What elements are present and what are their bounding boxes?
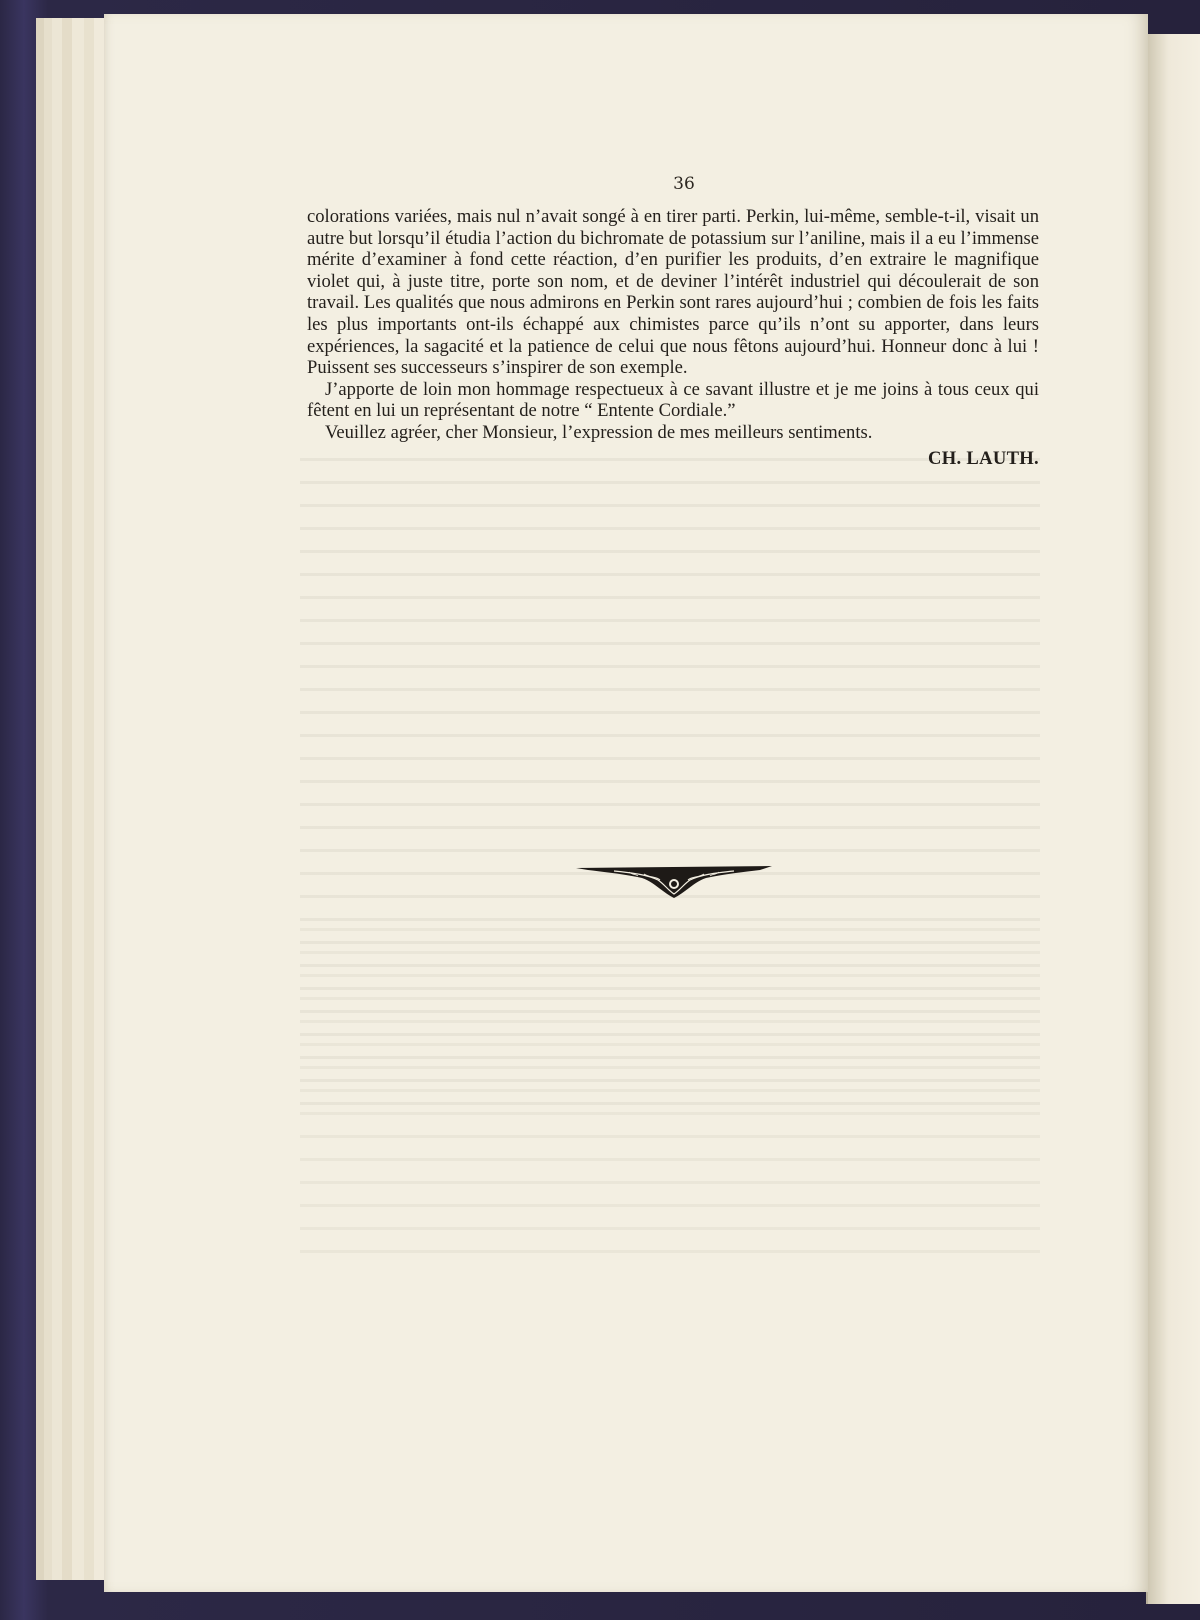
facing-page-edge xyxy=(1146,34,1200,1604)
signature: CH. LAUTH. xyxy=(928,447,1039,469)
book-page xyxy=(104,14,1148,1592)
show-through-texture xyxy=(300,914,1040,1254)
letter-body xyxy=(307,206,1039,469)
paragraph: colorations variées, mais nul n’avait songé à en tirer parti. Perkin, lui-même, semble-t-il, visait un autre but lorsqu’il étudia l’action du bichromate de potassium sur l’aniline, mais il a eu l’immense mérite d’examiner à fond cette réaction, d’en purifier les produits, d’en extraire le magnifique violet qui, à juste titre, porte son nom, et de deviner l’intérêt industriel qui découlerait de son travail. Les qualités que nous admirons en Perkin sont rares aujourd’hui ; combien de fois les faits les plus importants ont-ils échappé aux chimistes parce qu’ils n’ont su apporter, dans leurs expériences, la sagacité et la patience de celui que nous fêtons aujourd’hui. Honneur donc à lui ! Puissent ses successeurs s’inspirer de son exemple. xyxy=(307,206,1039,379)
paragraph: Veuillez agréer, cher Monsieur, l’expression de mes meilleurs sentiments. xyxy=(325,421,873,443)
page-number: 36 xyxy=(673,174,695,194)
tailpiece-ornament-icon xyxy=(574,862,774,902)
paragraph: J’apporte de loin mon hommage respectueux à ce savant illustre et je me joins à tous ceux qui fêtent en lui un représentant de notre “ Entente Cordiale.” xyxy=(307,378,1039,422)
